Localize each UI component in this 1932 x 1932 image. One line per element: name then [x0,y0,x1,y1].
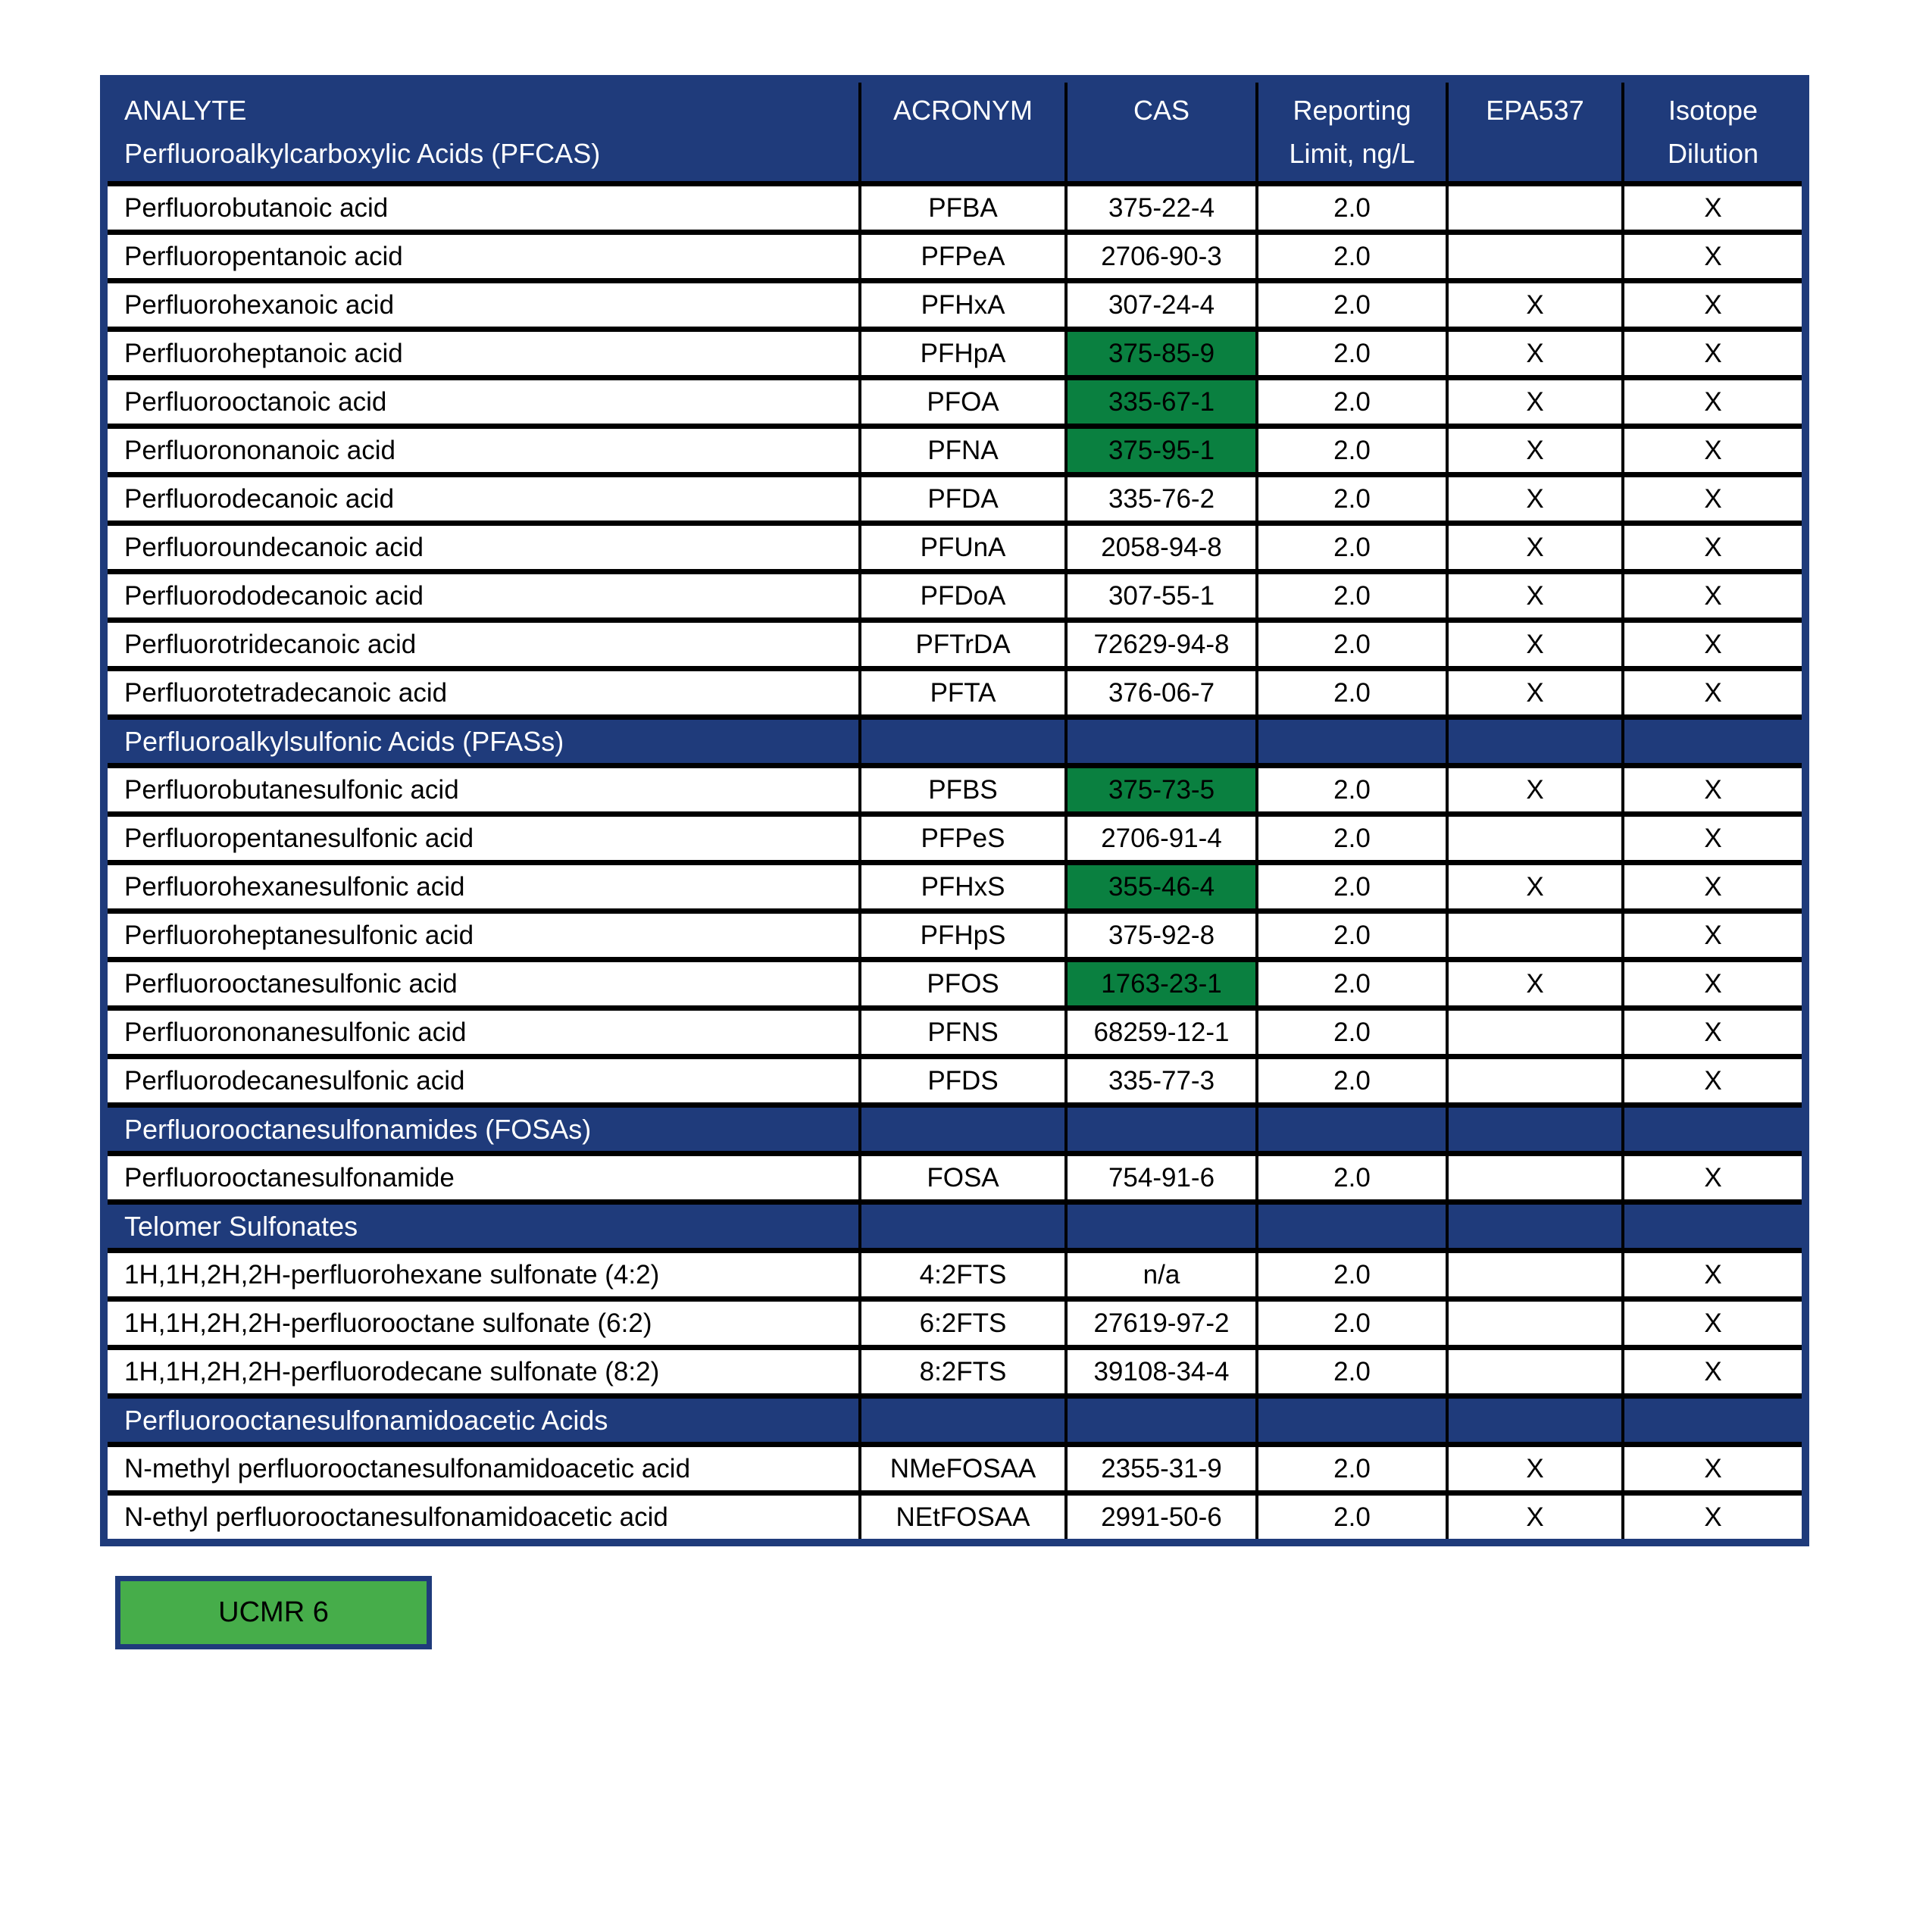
header-section-pfcas-label: Perfluoroalkylcarboxylic Acids (PFCAS) [124,138,601,169]
epa537-cell [1447,1008,1623,1057]
section-empty-cell [1066,1105,1257,1154]
section-empty-cell [1447,1105,1623,1154]
acronym-cell: PFPeS [860,814,1066,863]
isotope-dilution-cell: X [1623,766,1802,814]
column-header-epa537: EPA537 [1447,83,1623,184]
section-label: Perfluorooctanesulfonamides (FOSAs) [108,1105,860,1154]
isotope-dilution-cell: X [1623,960,1802,1008]
acronym-cell: PFDS [860,1057,1066,1105]
acronym-cell: PFOA [860,378,1066,427]
reporting-limit-cell: 2.0 [1257,184,1447,233]
epa537-cell: X [1447,669,1623,717]
column-header-isotope-dilution: Isotope Dilution [1623,83,1802,184]
reporting-limit-cell: 2.0 [1257,669,1447,717]
table-row [108,475,1802,524]
acronym-cell: PFBA [860,184,1066,233]
table-row [108,1299,1802,1348]
acronym-cell: PFHpA [860,330,1066,378]
cas-cell: 2355-31-9 [1066,1445,1257,1493]
reporting-limit-cell: 2.0 [1257,281,1447,330]
section-empty-cell [1447,717,1623,766]
epa537-cell: X [1447,330,1623,378]
section-empty-cell [1257,1105,1447,1154]
epa537-cell [1447,1251,1623,1299]
epa537-cell [1447,911,1623,960]
cas-cell: 375-73-5 [1066,766,1257,814]
isotope-dilution-cell: X [1623,427,1802,475]
analyte-table [108,83,1802,1539]
isotope-dilution-cell: X [1623,233,1802,281]
table-row [108,572,1802,621]
isotope-dilution-cell: X [1623,1251,1802,1299]
analyte-cell: Perfluorohexanoic acid [108,281,860,330]
analyte-cell: N-ethyl perfluorooctanesulfonamidoacetic acid [108,1493,860,1540]
acronym-cell: PFNS [860,1008,1066,1057]
isotope-dilution-cell: X [1623,572,1802,621]
isotope-dilution-cell: X [1623,1299,1802,1348]
section-empty-cell [860,1202,1066,1251]
section-empty-cell [1623,1105,1802,1154]
column-header-reporting-limit: Reporting Limit, ng/L [1257,83,1447,184]
acronym-cell: PFUnA [860,524,1066,572]
analyte-cell: Perfluorotetradecanoic acid [108,669,860,717]
acronym-cell: NEtFOSAA [860,1493,1066,1540]
table-row [108,621,1802,669]
analyte-cell: Perfluorodecanoic acid [108,475,860,524]
section-empty-cell [860,1396,1066,1445]
section-empty-cell [1447,1396,1623,1445]
analyte-cell: Perfluoroundecanoic acid [108,524,860,572]
table-row [108,1251,1802,1299]
acronym-cell: PFPeA [860,233,1066,281]
reporting-limit-cell: 2.0 [1257,233,1447,281]
epa537-cell: X [1447,427,1623,475]
cas-cell: 2706-90-3 [1066,233,1257,281]
table-row [108,427,1802,475]
table-row [108,524,1802,572]
section-empty-cell [1257,1202,1447,1251]
table-row [108,330,1802,378]
table-row [108,863,1802,911]
cas-cell: 39108-34-4 [1066,1348,1257,1396]
isotope-dilution-cell: X [1623,863,1802,911]
analyte-cell: N-methyl perfluorooctanesulfonamidoacetic acid [108,1445,860,1493]
column-header-acronym: ACRONYM [860,83,1066,184]
cas-cell: 2706-91-4 [1066,814,1257,863]
cas-cell: 307-24-4 [1066,281,1257,330]
epa537-cell [1447,184,1623,233]
epa537-cell: X [1447,766,1623,814]
isotope-dilution-cell: X [1623,1493,1802,1540]
epa537-cell: X [1447,863,1623,911]
column-header-cas: CAS [1066,83,1257,184]
table-row [108,1008,1802,1057]
reporting-limit-cell: 2.0 [1257,863,1447,911]
acronym-cell: PFOS [860,960,1066,1008]
reporting-limit-cell: 2.0 [1257,1493,1447,1540]
section-label: Telomer Sulfonates [108,1202,860,1251]
acronym-cell: PFNA [860,427,1066,475]
cas-cell: 68259-12-1 [1066,1008,1257,1057]
analyte-cell: 1H,1H,2H,2H-perfluorohexane sulfonate (4:2) [108,1251,860,1299]
isotope-dilution-cell: X [1623,330,1802,378]
table-row [108,281,1802,330]
cas-cell: n/a [1066,1251,1257,1299]
analyte-cell: Perfluorooctanoic acid [108,378,860,427]
acronym-cell: 8:2FTS [860,1348,1066,1396]
analyte-cell: Perfluorononanoic acid [108,427,860,475]
cas-cell: 754-91-6 [1066,1154,1257,1202]
reporting-limit-cell: 2.0 [1257,475,1447,524]
analyte-cell: Perfluorobutanoic acid [108,184,860,233]
epa537-cell: X [1447,281,1623,330]
table-row [108,814,1802,863]
table-row [108,669,1802,717]
reporting-limit-cell: 2.0 [1257,1299,1447,1348]
cas-cell: 375-92-8 [1066,911,1257,960]
section-empty-cell [1623,1202,1802,1251]
analyte-cell: Perfluoropentanesulfonic acid [108,814,860,863]
epa537-cell: X [1447,378,1623,427]
reporting-limit-cell: 2.0 [1257,1008,1447,1057]
analyte-cell: Perfluorododecanoic acid [108,572,860,621]
section-empty-cell [1066,1396,1257,1445]
isotope-dilution-cell: X [1623,621,1802,669]
section-label: Perfluoroalkylsulfonic Acids (PFASs) [108,717,860,766]
analyte-cell: Perfluoroheptanesulfonic acid [108,911,860,960]
section-row [108,1105,1802,1154]
cas-cell: 376-06-7 [1066,669,1257,717]
isotope-dilution-cell: X [1623,475,1802,524]
reporting-limit-cell: 2.0 [1257,330,1447,378]
analyte-cell: Perfluoroheptanoic acid [108,330,860,378]
cas-cell: 375-22-4 [1066,184,1257,233]
analyte-cell: Perfluorohexanesulfonic acid [108,863,860,911]
acronym-cell: PFHxA [860,281,1066,330]
section-empty-cell [1623,1396,1802,1445]
reporting-limit-cell: 2.0 [1257,427,1447,475]
ucmr6-legend [115,1576,432,1649]
epa537-cell: X [1447,1445,1623,1493]
acronym-cell: PFTA [860,669,1066,717]
reporting-limit-cell: 2.0 [1257,1445,1447,1493]
epa537-cell: X [1447,1493,1623,1540]
acronym-cell: PFHxS [860,863,1066,911]
analyte-cell: Perfluorononanesulfonic acid [108,1008,860,1057]
analyte-table-body [108,184,1802,1540]
acronym-cell: PFTrDA [860,621,1066,669]
analyte-cell: Perfluorooctanesulfonic acid [108,960,860,1008]
acronym-cell: NMeFOSAA [860,1445,1066,1493]
isotope-dilution-cell: X [1623,669,1802,717]
isotope-dilution-cell: X [1623,378,1802,427]
section-row [108,1396,1802,1445]
table-row [108,378,1802,427]
section-empty-cell [1066,717,1257,766]
ucmr6-legend-label: UCMR 6 [218,1596,329,1628]
acronym-cell: 4:2FTS [860,1251,1066,1299]
column-header-analyte [108,83,860,184]
reporting-limit-cell: 2.0 [1257,814,1447,863]
isotope-dilution-cell: X [1623,281,1802,330]
acronym-cell: PFHpS [860,911,1066,960]
section-empty-cell [1447,1202,1623,1251]
reporting-limit-cell: 2.0 [1257,1348,1447,1396]
cas-cell: 72629-94-8 [1066,621,1257,669]
epa537-cell: X [1447,621,1623,669]
epa537-cell: X [1447,475,1623,524]
section-empty-cell [860,1105,1066,1154]
epa537-cell [1447,233,1623,281]
table-row [108,233,1802,281]
isotope-dilution-cell: X [1623,184,1802,233]
analyte-table-container [100,75,1809,1546]
cas-cell: 2991-50-6 [1066,1493,1257,1540]
epa537-cell [1447,1348,1623,1396]
analyte-cell: Perfluorobutanesulfonic acid [108,766,860,814]
reporting-limit-cell: 2.0 [1257,572,1447,621]
reporting-limit-cell: 2.0 [1257,911,1447,960]
reporting-limit-cell: 2.0 [1257,766,1447,814]
isotope-dilution-cell: X [1623,1348,1802,1396]
isotope-dilution-cell: X [1623,1008,1802,1057]
epa537-cell [1447,1154,1623,1202]
analyte-cell: 1H,1H,2H,2H-perfluorodecane sulfonate (8:2) [108,1348,860,1396]
analyte-cell: Perfluorooctanesulfonamide [108,1154,860,1202]
cas-cell: 27619-97-2 [1066,1299,1257,1348]
isotope-dilution-cell: X [1623,1445,1802,1493]
cas-cell: 375-85-9 [1066,330,1257,378]
epa537-cell: X [1447,572,1623,621]
isotope-dilution-cell: X [1623,1057,1802,1105]
epa537-cell [1447,1057,1623,1105]
section-empty-cell [860,717,1066,766]
isotope-dilution-cell: X [1623,524,1802,572]
analyte-cell: 1H,1H,2H,2H-perfluorooctane sulfonate (6:2) [108,1299,860,1348]
acronym-cell: PFBS [860,766,1066,814]
reporting-limit-cell: 2.0 [1257,621,1447,669]
analyte-cell: Perfluorotridecanoic acid [108,621,860,669]
header-row [108,83,1802,184]
epa537-cell [1447,1299,1623,1348]
isotope-dilution-cell: X [1623,814,1802,863]
section-row [108,717,1802,766]
reporting-limit-cell: 2.0 [1257,524,1447,572]
isotope-dilution-cell: X [1623,1154,1802,1202]
header-analyte-label: ANALYTE [124,95,247,126]
acronym-cell: PFDoA [860,572,1066,621]
cas-cell: 355-46-4 [1066,863,1257,911]
cas-cell: 307-55-1 [1066,572,1257,621]
table-row [108,1057,1802,1105]
reporting-limit-cell: 2.0 [1257,1154,1447,1202]
acronym-cell: FOSA [860,1154,1066,1202]
table-row [108,184,1802,233]
table-row [108,1445,1802,1493]
section-empty-cell [1623,717,1802,766]
analyte-cell: Perfluorodecanesulfonic acid [108,1057,860,1105]
table-row [108,1493,1802,1540]
table-row [108,960,1802,1008]
table-row [108,1348,1802,1396]
cas-cell: 335-67-1 [1066,378,1257,427]
table-row [108,1154,1802,1202]
epa537-cell: X [1447,960,1623,1008]
cas-cell: 2058-94-8 [1066,524,1257,572]
acronym-cell: 6:2FTS [860,1299,1066,1348]
section-empty-cell [1066,1202,1257,1251]
table-row [108,766,1802,814]
reporting-limit-cell: 2.0 [1257,378,1447,427]
section-empty-cell [1257,717,1447,766]
section-row [108,1202,1802,1251]
cas-cell: 335-77-3 [1066,1057,1257,1105]
reporting-limit-cell: 2.0 [1257,960,1447,1008]
cas-cell: 335-76-2 [1066,475,1257,524]
cas-cell: 375-95-1 [1066,427,1257,475]
analyte-cell: Perfluoropentanoic acid [108,233,860,281]
acronym-cell: PFDA [860,475,1066,524]
section-label: Perfluorooctanesulfonamidoacetic Acids [108,1396,860,1445]
reporting-limit-cell: 2.0 [1257,1251,1447,1299]
epa537-cell [1447,814,1623,863]
isotope-dilution-cell: X [1623,911,1802,960]
cas-cell: 1763-23-1 [1066,960,1257,1008]
epa537-cell: X [1447,524,1623,572]
section-empty-cell [1257,1396,1447,1445]
reporting-limit-cell: 2.0 [1257,1057,1447,1105]
table-row [108,911,1802,960]
